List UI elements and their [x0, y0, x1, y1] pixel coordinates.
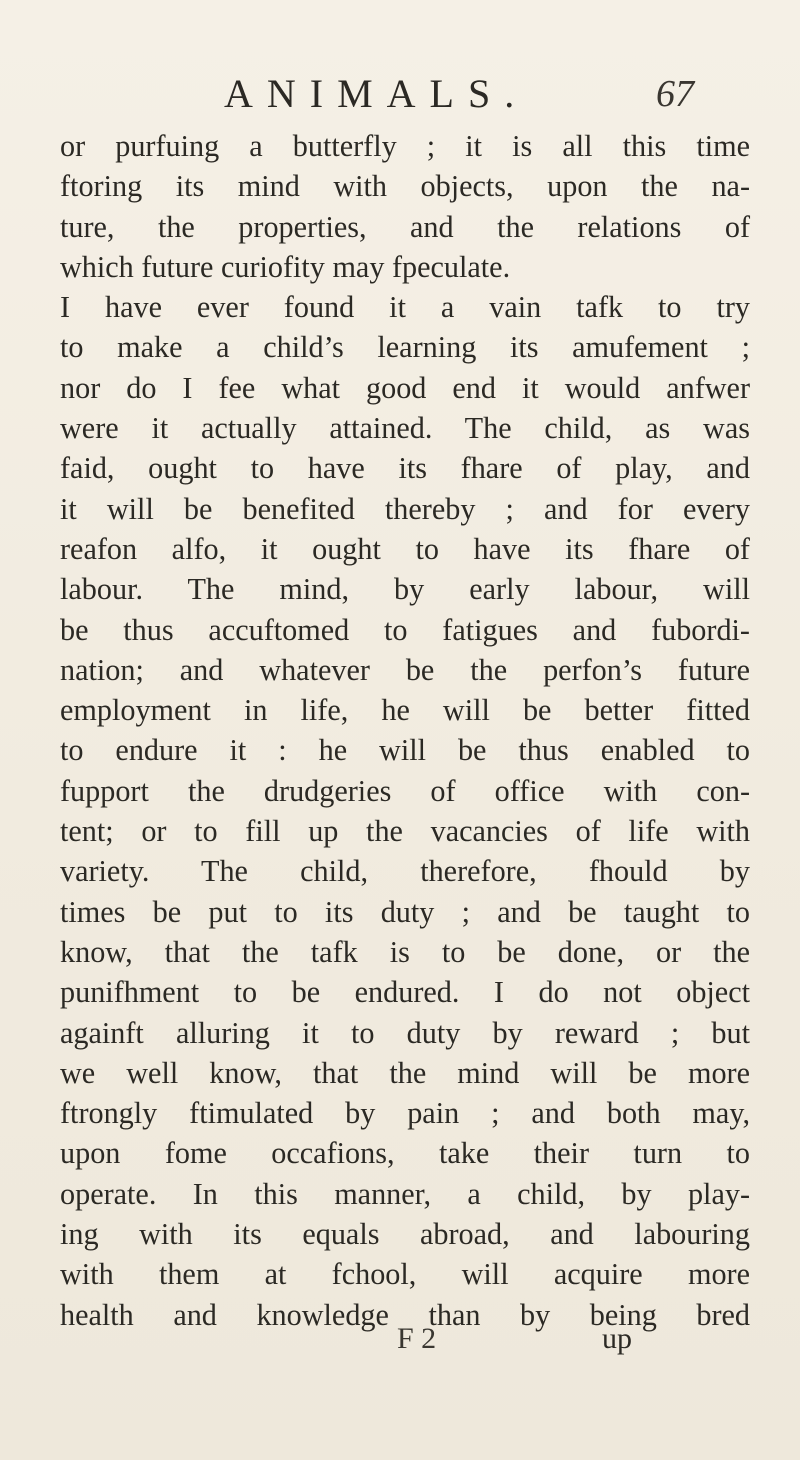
text-line: which future curiofity may fpeculate. [60, 249, 511, 284]
running-head: ANIMALS. [224, 71, 529, 116]
text-line: health and knowledge than by being bred [60, 1297, 750, 1332]
text-line: variety. The child, therefore, fhould by [60, 854, 750, 889]
text-line: we well know, that the mind will be more [60, 1055, 750, 1090]
text-line: ture, the properties, and the relations of [60, 209, 750, 244]
text-line: againft alluring it to duty by reward ; but [60, 1015, 750, 1050]
catchword: up [602, 1322, 632, 1355]
text-line: employment in life, he will be better fitted [60, 693, 750, 728]
catchline [0, 1318, 800, 1360]
text-line: ing with its equals abroad, and labouring [60, 1217, 750, 1252]
text-line: punifhment to be endured. I do not object [60, 975, 750, 1010]
text-line: were it actually attained. The child, as was [60, 411, 750, 446]
text-line: ftrongly ftimulated by pain ; and both may, [60, 1096, 750, 1131]
text-line: operate. In this manner, a child, by play- [60, 1176, 750, 1211]
text-line: reafon alfo, it ought to have its fhare of [60, 531, 750, 566]
signature-mark: F 2 [397, 1322, 437, 1355]
text-line: labour. The mind, by early labour, will [60, 572, 750, 607]
text-line: I have ever found it a vain tafk to try [60, 290, 750, 325]
text-line: fupport the drudgeries of office with con- [60, 773, 750, 808]
text-line: to make a child’s learning its amufement ; [60, 330, 750, 365]
text-line: nor do I fee what good end it would anfwer [60, 370, 750, 405]
text-line: with them at fchool, will acquire more [60, 1257, 750, 1292]
text-line: know, that the tafk is to be done, or the [60, 934, 750, 969]
text-line: ftoring its mind with objects, upon the na- [60, 169, 750, 204]
text-line: faid, ought to have its fhare of play, and [60, 451, 750, 486]
text-line: upon fome occafions, take their turn to [60, 1136, 750, 1171]
text-line: tent; or to fill up the vacancies of life with [60, 814, 750, 849]
page-number: 67 [656, 73, 694, 115]
text-line: or purfuing a butterfly ; it is all this time [60, 129, 750, 163]
text-line: nation; and whatever be the perfon’s future [60, 652, 750, 687]
text-line: to endure it : he will be thus enabled to [60, 733, 750, 768]
text-line: times be put to its duty ; and be taught to [60, 894, 750, 929]
text-line: it will be benefited thereby ; and for every [60, 491, 750, 526]
text-line: be thus accuftomed to fatigues and fubordi- [60, 612, 750, 647]
body-text [60, 126, 750, 1335]
